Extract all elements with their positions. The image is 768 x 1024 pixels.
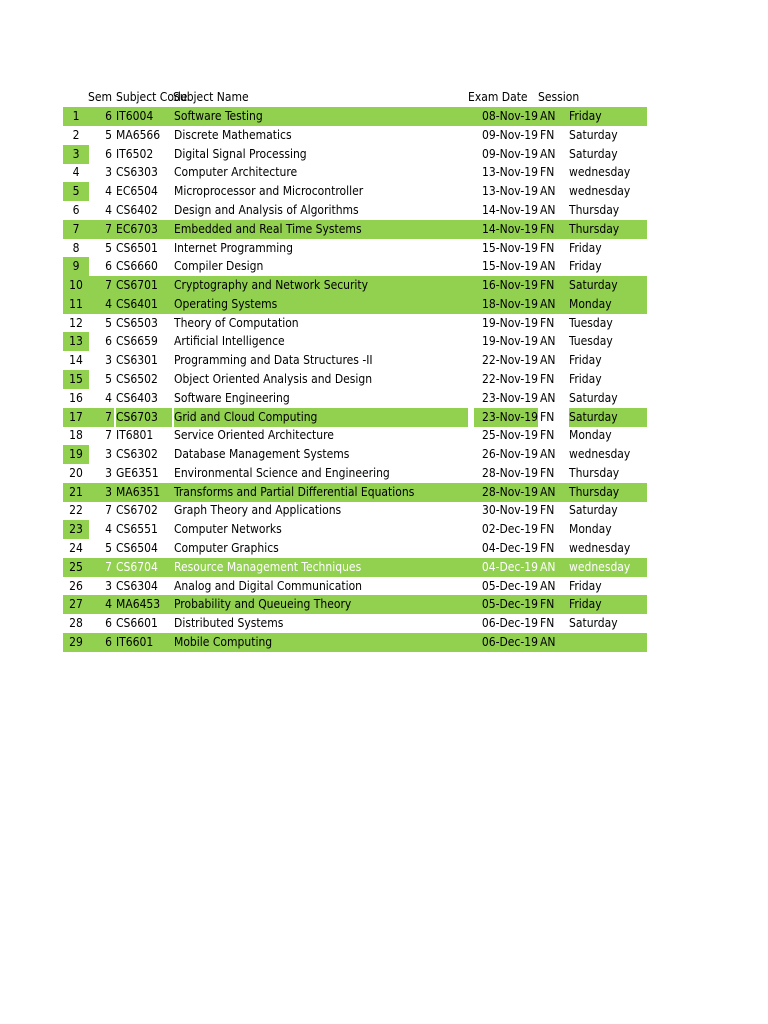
exam-date-cell[interactable]: 18-Nov-19 xyxy=(481,296,538,311)
day-cell[interactable]: Saturday xyxy=(569,146,618,161)
semester-cell[interactable]: 5 xyxy=(105,127,112,142)
subject-name-cell[interactable]: Digital Signal Processing xyxy=(174,146,307,161)
exam-date-cell[interactable]: 15-Nov-19 xyxy=(481,240,538,255)
row-number[interactable]: 9 xyxy=(63,257,89,276)
session-cell[interactable]: AN xyxy=(540,484,556,499)
day-cell[interactable]: Friday xyxy=(569,578,602,593)
exam-date-cell[interactable]: 25-Nov-19 xyxy=(481,428,538,443)
exam-date-cell[interactable]: 13-Nov-19 xyxy=(481,184,538,199)
semester-cell[interactable]: 6 xyxy=(105,616,112,631)
session-cell[interactable]: FN xyxy=(540,315,555,330)
subject-code-cell[interactable]: EC6504 xyxy=(116,184,158,199)
subject-name-cell[interactable]: Service Oriented Architecture xyxy=(174,428,334,443)
row-number[interactable]: 13 xyxy=(63,332,89,351)
row-number[interactable]: 14 xyxy=(69,353,83,368)
day-cell[interactable]: Friday xyxy=(569,597,602,612)
row-number[interactable]: 22 xyxy=(69,503,83,518)
subject-name-cell[interactable]: Software Engineering xyxy=(174,390,290,405)
header-row xyxy=(63,88,647,107)
row-number[interactable]: 6 xyxy=(72,202,80,217)
table-row xyxy=(63,633,647,652)
exam-date-cell[interactable]: 28-Nov-19 xyxy=(481,465,538,480)
exam-date-cell[interactable]: 30-Nov-19 xyxy=(481,503,538,518)
row-number[interactable]: 23 xyxy=(63,520,89,539)
subject-name-cell[interactable]: Computer Graphics xyxy=(174,540,279,555)
session-cell[interactable]: FN xyxy=(540,428,555,443)
table-row xyxy=(63,351,647,370)
session-cell[interactable]: AN xyxy=(540,146,556,161)
subject-name-cell[interactable]: Programming and Data Structures -II xyxy=(174,353,373,368)
table-row xyxy=(63,520,647,539)
header-exam-date[interactable]: Exam Date xyxy=(468,90,528,104)
session-cell[interactable]: AN xyxy=(540,353,556,368)
semester-cell[interactable]: 4 xyxy=(105,597,112,612)
subject-name-cell[interactable]: Analog and Digital Communication xyxy=(174,578,363,593)
row-number[interactable]: 25 xyxy=(69,559,83,574)
table-row xyxy=(63,126,647,145)
subject-name-cell[interactable]: Operating Systems xyxy=(174,296,278,311)
subject-name-cell[interactable]: Probability and Queueing Theory xyxy=(174,597,352,612)
exam-date-cell[interactable]: 08-Nov-19 xyxy=(481,109,538,123)
exam-date-cell[interactable]: 04-Dec-19 xyxy=(481,559,538,574)
subject-name-cell[interactable]: Artificial Intelligence xyxy=(174,334,285,349)
semester-cell[interactable]: 3 xyxy=(105,353,112,368)
exam-date-cell[interactable]: 06-Dec-19 xyxy=(481,616,538,631)
row-number[interactable]: 28 xyxy=(69,616,83,631)
day-cell[interactable]: Saturday xyxy=(569,278,618,292)
subject-name-cell[interactable]: Theory of Computation xyxy=(174,315,299,330)
day-cell[interactable]: wednesday xyxy=(569,559,631,574)
subject-code-cell[interactable]: CS6501 xyxy=(116,240,158,255)
session-cell[interactable]: FN xyxy=(540,503,555,518)
session-cell[interactable]: FN xyxy=(540,540,555,555)
subject-code-cell[interactable]: CS6503 xyxy=(116,315,158,330)
semester-cell[interactable]: 7 xyxy=(105,559,112,574)
semester-cell[interactable]: 4 xyxy=(105,390,112,405)
exam-date-cell[interactable]: 26-Nov-19 xyxy=(481,447,538,461)
exam-date-cell[interactable]: 23-Nov-19 xyxy=(474,408,538,427)
subject-name-cell[interactable]: Transforms and Partial Differential Equations xyxy=(174,484,415,499)
day-cell[interactable]: Thursday xyxy=(569,465,620,480)
table-row xyxy=(63,501,647,520)
day-cell[interactable]: Friday xyxy=(569,259,602,274)
day-cell[interactable]: Saturday xyxy=(569,408,647,427)
day-cell[interactable]: wednesday xyxy=(569,540,631,555)
day-cell[interactable]: wednesday xyxy=(569,165,631,180)
subject-code-cell[interactable]: IT6601 xyxy=(116,634,154,649)
session-cell[interactable]: AN xyxy=(540,578,556,593)
subject-code-cell[interactable]: CS6401 xyxy=(116,296,158,311)
subject-code-cell[interactable]: IT6502 xyxy=(116,146,154,161)
session-cell[interactable]: AN xyxy=(540,184,556,199)
exam-date-cell[interactable]: 02-Dec-19 xyxy=(481,522,538,537)
semester-cell[interactable]: 6 xyxy=(105,334,112,349)
session-cell[interactable]: FN xyxy=(540,240,555,255)
semester-cell[interactable]: 6 xyxy=(105,259,112,274)
session-cell[interactable]: FN xyxy=(540,221,555,236)
session-cell[interactable]: AN xyxy=(540,296,556,311)
subject-code-cell[interactable]: CS6659 xyxy=(116,334,158,349)
table-row xyxy=(63,426,647,445)
subject-name-cell[interactable]: Resource Management Techniques xyxy=(174,559,362,574)
session-cell[interactable]: AN xyxy=(540,447,556,461)
row-number[interactable]: 20 xyxy=(69,465,83,480)
subject-name-cell[interactable]: Grid and Cloud Computing xyxy=(174,408,468,427)
table-row xyxy=(63,595,647,614)
row-number[interactable]: 21 xyxy=(69,484,83,499)
table-row xyxy=(63,145,647,164)
subject-name-cell[interactable]: Computer Architecture xyxy=(174,165,298,180)
semester-cell[interactable]: 4 xyxy=(105,522,112,537)
subject-code-cell[interactable]: MA6453 xyxy=(116,597,161,612)
subject-code-cell[interactable]: CS6660 xyxy=(116,259,158,274)
subject-name-cell[interactable]: Design and Analysis of Algorithms xyxy=(174,202,359,217)
semester-cell[interactable]: 6 xyxy=(105,146,112,161)
semester-cell[interactable]: 5 xyxy=(105,315,112,330)
subject-name-cell[interactable]: Mobile Computing xyxy=(174,634,273,649)
table-row xyxy=(63,464,647,483)
subject-code-cell[interactable]: CS6403 xyxy=(116,390,158,405)
semester-cell[interactable]: 7 xyxy=(105,428,112,443)
session-cell[interactable]: FN xyxy=(540,165,555,180)
session-cell[interactable]: FN xyxy=(540,616,555,631)
row-number[interactable]: 10 xyxy=(69,278,83,292)
row-number[interactable]: 8 xyxy=(72,240,80,255)
table-row xyxy=(63,577,647,596)
subject-code-cell[interactable]: CS6301 xyxy=(116,353,158,368)
row-number[interactable]: 26 xyxy=(69,578,83,593)
exam-date-cell[interactable]: 22-Nov-19 xyxy=(481,371,538,386)
subject-code-cell[interactable]: CS6302 xyxy=(116,447,158,461)
session-cell[interactable]: AN xyxy=(540,259,556,274)
row-number[interactable]: 7 xyxy=(72,221,80,236)
semester-cell[interactable]: 4 xyxy=(105,296,112,311)
row-number[interactable]: 2 xyxy=(72,127,80,142)
session-cell[interactable]: FN xyxy=(540,371,555,386)
semester-cell[interactable]: 3 xyxy=(105,578,112,593)
day-cell[interactable]: wednesday xyxy=(569,447,631,461)
exam-date-cell[interactable]: 13-Nov-19 xyxy=(481,165,538,180)
row-number[interactable]: 1 xyxy=(72,109,80,123)
subject-code-cell[interactable]: CS6502 xyxy=(116,371,158,386)
exam-date-cell[interactable]: 16-Nov-19 xyxy=(481,278,538,292)
table-row xyxy=(63,558,647,577)
session-cell[interactable]: AN xyxy=(540,109,556,123)
session-cell[interactable]: AN xyxy=(540,334,556,349)
semester-cell[interactable]: 6 xyxy=(105,109,112,123)
subject-name-cell[interactable]: Environmental Science and Engineering xyxy=(174,465,390,480)
row-number[interactable]: 3 xyxy=(63,145,89,164)
semester-cell[interactable]: 7 xyxy=(105,221,112,236)
row-number[interactable]: 11 xyxy=(69,296,83,311)
day-cell[interactable]: Thursday xyxy=(569,484,620,499)
day-cell[interactable]: Monday xyxy=(569,296,612,311)
semester-cell[interactable]: 4 xyxy=(105,202,112,217)
subject-name-cell[interactable]: Internet Programming xyxy=(174,240,293,255)
semester-cell[interactable]: 4 xyxy=(105,184,112,199)
subject-code-cell[interactable]: CS6704 xyxy=(116,559,158,574)
semester-cell[interactable]: 6 xyxy=(105,634,112,649)
subject-name-cell[interactable]: Cryptography and Network Security xyxy=(174,278,369,292)
row-number[interactable]: 5 xyxy=(63,182,89,201)
subject-code-cell[interactable]: CS6504 xyxy=(116,540,158,555)
day-cell[interactable]: Saturday xyxy=(569,616,618,631)
exam-date-cell[interactable]: 14-Nov-19 xyxy=(481,221,538,236)
day-cell[interactable]: Friday xyxy=(569,240,602,255)
table-row xyxy=(63,408,647,427)
semester-cell[interactable]: 3 xyxy=(105,447,112,461)
session-cell[interactable]: FN xyxy=(540,465,555,480)
session-cell[interactable]: AN xyxy=(540,390,556,405)
header-subject-name[interactable]: Subject Name xyxy=(173,90,249,104)
subject-code-cell[interactable]: CS6303 xyxy=(116,165,158,180)
semester-cell[interactable]: 5 xyxy=(105,240,112,255)
session-cell[interactable]: FN xyxy=(540,409,555,424)
day-cell[interactable]: Monday xyxy=(569,428,612,443)
table-row xyxy=(63,614,647,633)
day-cell[interactable]: Tuesday xyxy=(569,334,613,349)
exam-date-cell[interactable]: 09-Nov-19 xyxy=(481,127,538,142)
session-cell[interactable]: FN xyxy=(540,597,555,612)
table-row xyxy=(63,276,647,295)
session-cell[interactable]: FN xyxy=(540,127,555,142)
table-row xyxy=(63,295,647,314)
exam-date-cell[interactable]: 04-Dec-19 xyxy=(481,540,538,555)
day-cell[interactable]: Thursday xyxy=(569,221,620,236)
semester-cell[interactable]: 5 xyxy=(105,540,112,555)
exam-date-cell[interactable]: 19-Nov-19 xyxy=(481,334,538,349)
day-cell[interactable]: Saturday xyxy=(569,127,618,142)
subject-code-cell[interactable]: CS6551 xyxy=(116,522,158,537)
subject-code-cell[interactable]: IT6801 xyxy=(116,428,154,443)
exam-date-cell[interactable]: 15-Nov-19 xyxy=(481,259,538,274)
row-number[interactable]: 16 xyxy=(69,390,83,405)
subject-name-cell[interactable]: Discrete Mathematics xyxy=(174,127,292,142)
table-row xyxy=(63,163,647,182)
exam-date-cell[interactable]: 23-Nov-19 xyxy=(481,390,538,405)
semester-cell[interactable]: 5 xyxy=(105,371,112,386)
table-row xyxy=(63,201,647,220)
table-row xyxy=(63,182,647,201)
day-cell[interactable]: wednesday xyxy=(569,184,631,199)
subject-name-cell[interactable]: Distributed Systems xyxy=(174,616,284,631)
subject-code-cell[interactable]: CS6701 xyxy=(116,278,158,292)
row-number[interactable]: 15 xyxy=(63,370,89,389)
day-cell[interactable]: Saturday xyxy=(569,390,618,405)
table-row xyxy=(63,445,647,464)
subject-name-cell[interactable]: Database Management Systems xyxy=(174,447,350,461)
subject-code-cell[interactable]: EC6703 xyxy=(116,221,158,236)
exam-date-cell[interactable]: 05-Dec-19 xyxy=(481,597,538,612)
session-cell[interactable]: AN xyxy=(540,559,556,574)
day-cell[interactable]: Thursday xyxy=(569,202,620,217)
exam-date-cell[interactable]: 22-Nov-19 xyxy=(481,353,538,368)
subject-code-cell[interactable]: MA6566 xyxy=(116,127,161,142)
row-number[interactable]: 18 xyxy=(69,428,83,443)
day-cell[interactable]: Monday xyxy=(569,522,612,537)
subject-code-cell[interactable]: CS6304 xyxy=(116,578,158,593)
table-row xyxy=(63,220,647,239)
table-row xyxy=(63,332,647,351)
day-cell[interactable]: Tuesday xyxy=(569,315,613,330)
table-row xyxy=(63,389,647,408)
table-row xyxy=(63,239,647,258)
session-cell[interactable]: AN xyxy=(540,634,556,649)
day-cell[interactable]: Saturday xyxy=(569,503,618,518)
subject-code-cell[interactable]: MA6351 xyxy=(116,484,161,499)
subject-name-cell[interactable]: Embedded and Real Time Systems xyxy=(174,221,362,236)
day-cell[interactable]: Friday xyxy=(569,109,602,123)
table-row xyxy=(63,539,647,558)
row-number[interactable]: 24 xyxy=(69,540,83,555)
day-cell[interactable] xyxy=(569,633,647,652)
session-cell[interactable]: FN xyxy=(540,522,555,537)
session-cell[interactable]: FN xyxy=(540,278,555,292)
subject-name-cell[interactable]: Graph Theory and Applications xyxy=(174,503,342,518)
semester-cell[interactable]: 3 xyxy=(105,484,112,499)
header-sem[interactable]: Sem xyxy=(88,90,113,104)
header-subject-code[interactable]: Subject Code xyxy=(116,90,188,104)
day-cell[interactable]: Friday xyxy=(569,353,602,368)
day-cell[interactable]: Friday xyxy=(569,371,602,386)
exam-date-cell[interactable]: 09-Nov-19 xyxy=(481,146,538,161)
row-number[interactable]: 4 xyxy=(72,165,80,180)
subject-code-cell[interactable]: GE6351 xyxy=(116,465,159,480)
table-row xyxy=(63,107,647,126)
row-number[interactable]: 17 xyxy=(63,408,89,427)
table-row xyxy=(63,314,647,333)
exam-date-cell[interactable]: 05-Dec-19 xyxy=(481,578,538,593)
semester-cell[interactable]: 7 xyxy=(105,503,112,518)
table-row xyxy=(63,257,647,276)
subject-name-cell[interactable]: Software Testing xyxy=(174,109,263,123)
semester-cell[interactable]: 7 xyxy=(105,278,112,292)
row-number[interactable]: 19 xyxy=(63,445,89,464)
row-number[interactable]: 12 xyxy=(69,315,83,330)
table-row xyxy=(63,370,647,389)
subject-code-cell[interactable]: CS6702 xyxy=(116,503,158,518)
subject-name-cell[interactable]: Object Oriented Analysis and Design xyxy=(174,371,373,386)
header-session[interactable]: Session xyxy=(538,90,580,104)
subject-code-cell[interactable]: CS6601 xyxy=(116,616,158,631)
exam-date-cell[interactable]: 28-Nov-19 xyxy=(481,484,538,499)
subject-code-cell[interactable]: CS6703 xyxy=(116,408,172,427)
session-cell[interactable]: AN xyxy=(540,202,556,217)
subject-code-cell[interactable]: CS6402 xyxy=(116,202,158,217)
semester-cell[interactable]: 7 xyxy=(89,408,114,427)
exam-date-cell[interactable]: 14-Nov-19 xyxy=(481,202,538,217)
exam-date-cell[interactable]: 06-Dec-19 xyxy=(481,634,538,649)
subject-name-cell[interactable]: Computer Networks xyxy=(174,522,282,537)
subject-code-cell[interactable]: IT6004 xyxy=(116,109,154,123)
subject-name-cell[interactable]: Microprocessor and Microcontroller xyxy=(174,184,364,199)
exam-date-cell[interactable]: 19-Nov-19 xyxy=(481,315,538,330)
subject-name-cell[interactable]: Compiler Design xyxy=(174,259,264,274)
semester-cell[interactable]: 3 xyxy=(105,465,112,480)
table-row xyxy=(63,483,647,502)
row-number[interactable]: 29 xyxy=(69,634,83,649)
semester-cell[interactable]: 3 xyxy=(105,165,112,180)
row-number[interactable]: 27 xyxy=(69,597,83,612)
